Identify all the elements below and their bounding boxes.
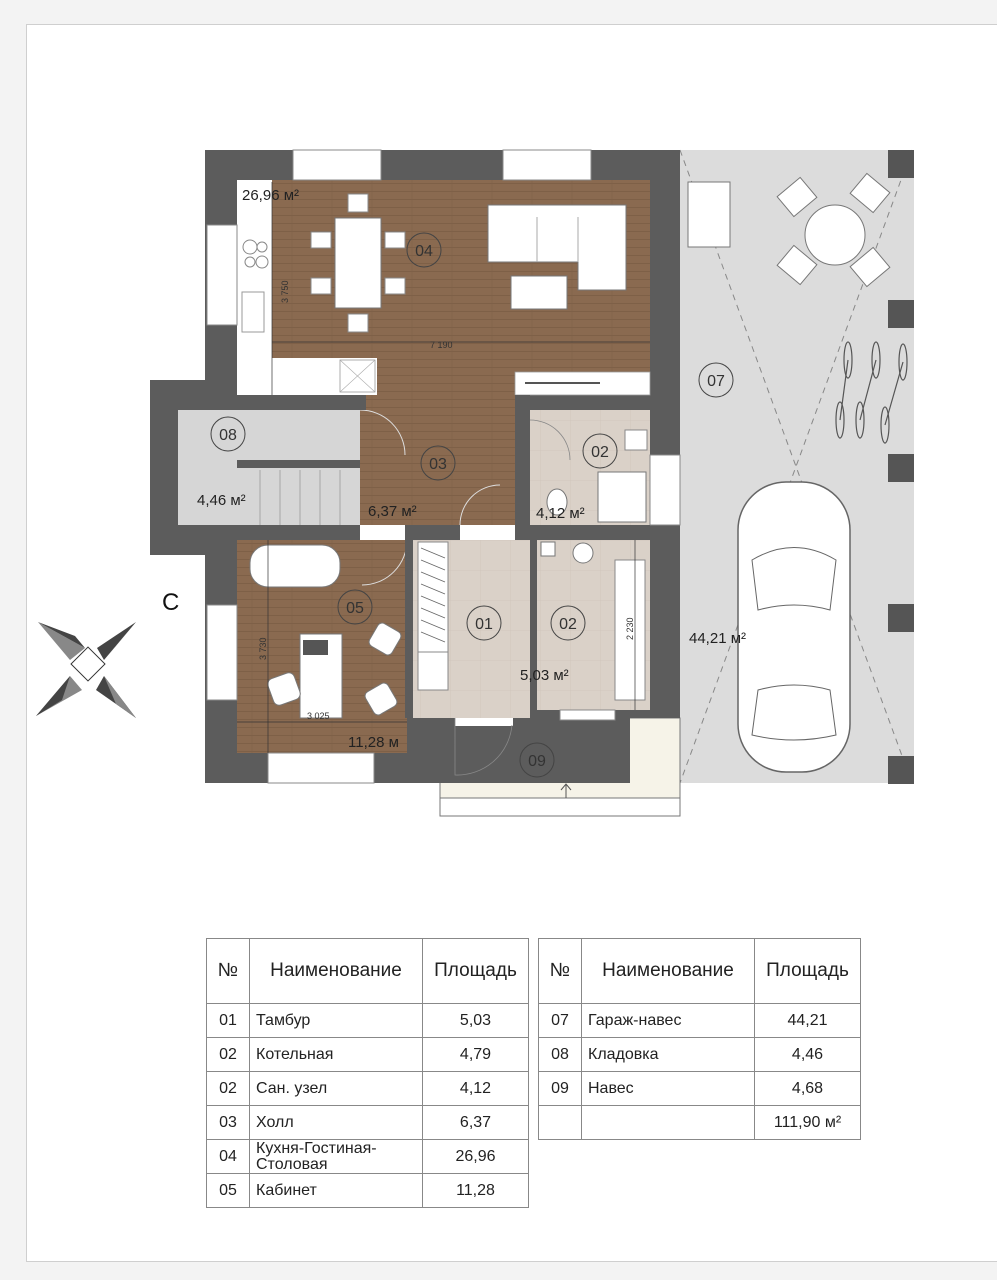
table-row: [539, 1038, 861, 1072]
area-08: 4,46 м²: [197, 492, 246, 509]
cell-name: Сан. узел: [250, 1072, 423, 1106]
car: [738, 482, 850, 772]
room-label-03: 03: [429, 456, 447, 473]
dim-7190: 7 190: [430, 340, 453, 350]
cell-area: 4,79: [423, 1038, 529, 1072]
area-05: 11,28 м: [348, 734, 399, 751]
table-row: [207, 1004, 529, 1038]
area-01: 5,03 м²: [520, 667, 569, 684]
cell-num: 03: [207, 1106, 250, 1140]
cell-area: 44,21: [755, 1004, 861, 1038]
col-area: Площадь: [423, 939, 529, 1004]
col-name: Наименование: [250, 939, 423, 1004]
cell-name: Кладовка: [582, 1038, 755, 1072]
column: [888, 454, 914, 482]
cell-empty: [539, 1106, 582, 1140]
column: [888, 150, 914, 178]
garden-table: [805, 205, 865, 265]
room-label-09: 09: [528, 753, 546, 770]
col-num: №: [539, 939, 582, 1004]
cell-area: 4,12: [423, 1072, 529, 1106]
cell-name: Котельная: [250, 1038, 423, 1072]
room-label-05: 05: [346, 600, 364, 617]
cell-num: 01: [207, 1004, 250, 1038]
cell-num: 07: [539, 1004, 582, 1038]
cell-num: 02: [207, 1072, 250, 1106]
room-label-01: 01: [475, 616, 493, 633]
table-row: [207, 1140, 529, 1174]
table-row: [539, 1004, 861, 1038]
col-area: Площадь: [755, 939, 861, 1004]
table-row: [539, 1072, 861, 1106]
north-label: С: [162, 589, 180, 616]
room-label-02-bath: 02: [591, 444, 609, 461]
area-02-bath: 4,12 м²: [536, 505, 585, 522]
coffee-table: [511, 276, 567, 309]
cell-empty: [582, 1106, 755, 1140]
cell-area: 4,68: [755, 1072, 861, 1106]
room-label-02-boiler: 02: [559, 616, 577, 633]
room-label-07: 07: [707, 373, 725, 390]
column: [888, 756, 914, 784]
room-label-08: 08: [219, 427, 237, 444]
table-row: [207, 1038, 529, 1072]
table-row: [207, 1072, 529, 1106]
column: [888, 604, 914, 632]
cell-area: 11,28: [423, 1174, 529, 1208]
table-row: [207, 1106, 529, 1140]
area-07: 44,21 м²: [689, 630, 747, 647]
cell-name: Тамбур: [250, 1004, 423, 1038]
cell-area: 26,96: [423, 1140, 529, 1174]
cell-name: Кабинет: [250, 1174, 423, 1208]
column: [888, 300, 914, 328]
cell-name: Навес: [582, 1072, 755, 1106]
table-row-total: [539, 1106, 861, 1140]
compass-rose: [36, 622, 136, 718]
cell-num: 08: [539, 1038, 582, 1072]
rooms-table-left: [206, 938, 529, 1208]
steps: [440, 798, 680, 816]
cell-num: 09: [539, 1072, 582, 1106]
cell-name: Холл: [250, 1106, 423, 1140]
rooms-table-right: [538, 938, 861, 1140]
cell-area: 5,03: [423, 1004, 529, 1038]
area-03: 6,37 м²: [368, 503, 417, 520]
col-name: Наименование: [582, 939, 755, 1004]
room-label-04: 04: [415, 243, 433, 260]
col-num: №: [207, 939, 250, 1004]
cell-area: 6,37: [423, 1106, 529, 1140]
office-sofa: [250, 545, 340, 587]
cell-name: Кухня-Гостиная-Столовая: [250, 1140, 423, 1174]
total-area: 111,90 м²: [755, 1106, 861, 1140]
dim-3025: 3 025: [307, 711, 330, 721]
cell-num: 05: [207, 1174, 250, 1208]
cell-area: 4,46: [755, 1038, 861, 1072]
area-04: 26,96 м²: [242, 187, 300, 204]
cell-num: 04: [207, 1140, 250, 1174]
dim-3750: 3 750: [280, 280, 290, 303]
cell-name: Гараж-навес: [582, 1004, 755, 1038]
cell-num: 02: [207, 1038, 250, 1072]
dim-2230: 2 230: [625, 617, 635, 640]
dim-3730: 3 730: [258, 637, 268, 660]
table-row: [207, 1174, 529, 1208]
